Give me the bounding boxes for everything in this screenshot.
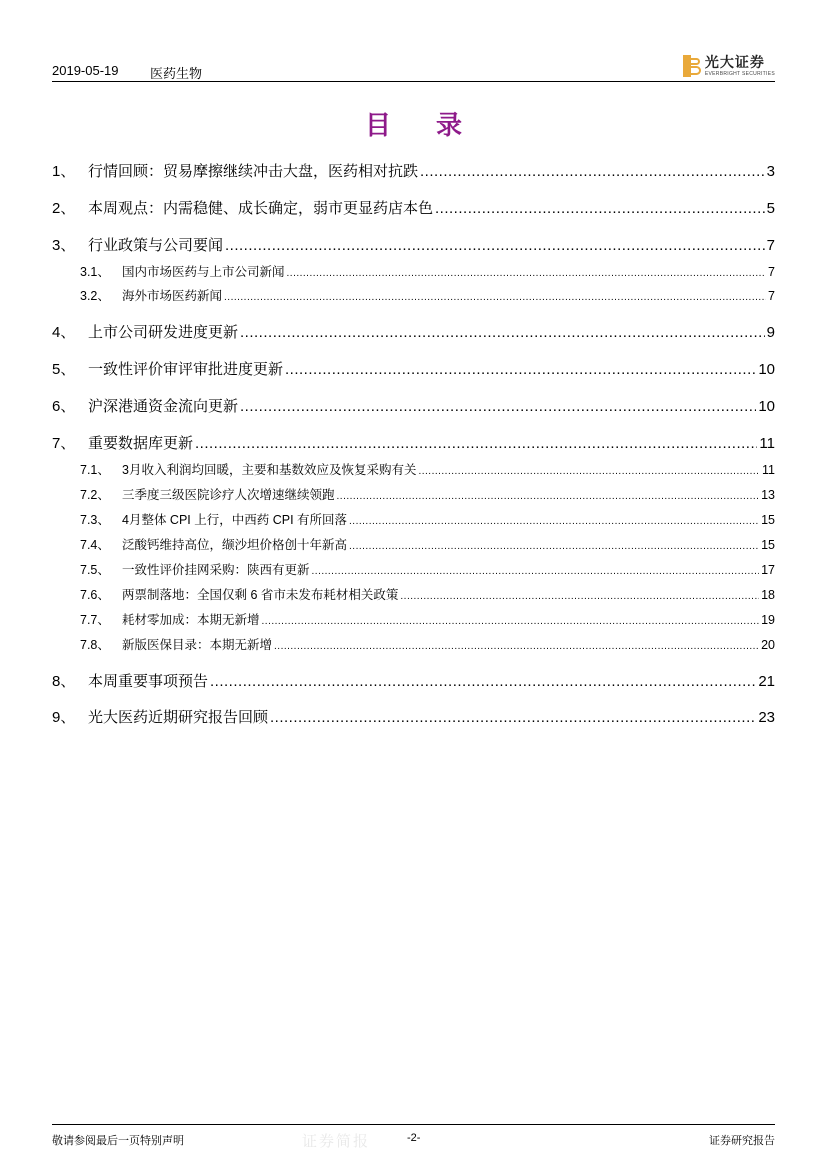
toc-entry[interactable]	[52, 670, 775, 691]
toc-leader-dots	[262, 613, 760, 627]
eb-logo-icon	[683, 55, 701, 77]
toc-entry-number: 7、	[52, 435, 76, 452]
toc-subentry[interactable]	[52, 510, 775, 528]
toc-leader-dots	[312, 563, 760, 577]
toc-entry[interactable]	[52, 197, 775, 218]
toc-entry-number: 3、	[52, 237, 76, 254]
toc-entry-title: 重要数据库更新	[88, 435, 194, 452]
toc-leader-dots	[400, 588, 759, 602]
logo-english-name: EVERBRIGHT SECURITIES	[704, 70, 775, 77]
toc-heading: 目 录	[364, 111, 481, 141]
toc-entry-page: 17	[761, 563, 775, 577]
toc-leader-dots	[270, 709, 756, 726]
report-sector: 医药生物	[150, 66, 203, 81]
toc-leader-dots	[285, 361, 756, 378]
toc-entry-page: 18	[761, 588, 775, 602]
toc-entry[interactable]	[52, 395, 775, 416]
logo-chinese-name: 光大证券	[704, 54, 765, 71]
toc-subentry[interactable]	[52, 485, 775, 503]
toc-entry-page: 13	[761, 488, 775, 502]
toc-leader-dots	[349, 513, 759, 527]
toc-entry-page: 23	[758, 709, 775, 726]
toc-entry-title: 4月整体 CPI 上行，中西药 CPI 有所回落	[122, 513, 348, 527]
toc-leader-dots	[418, 463, 760, 477]
report-date: 2019-05-19	[52, 63, 119, 78]
toc-leader-dots	[195, 435, 757, 452]
toc-entry-title: 本周重要事项预告	[88, 673, 209, 690]
toc-subentry[interactable]	[52, 585, 775, 603]
toc-entry-page: 9	[766, 324, 775, 341]
toc-entry-page: 10	[758, 361, 775, 378]
toc-subentry[interactable]	[52, 560, 775, 578]
toc-entry-number: 5、	[52, 361, 76, 378]
toc-entry-number: 3.1、	[80, 265, 110, 279]
toc-entry-title: 国内市场医药与上市公司新闻	[122, 265, 285, 279]
watermark: 证券简报	[302, 1133, 371, 1150]
toc-entry[interactable]	[52, 160, 775, 181]
toc-leader-dots	[240, 398, 756, 415]
toc-entry[interactable]	[52, 706, 775, 727]
toc-entry-number: 6、	[52, 398, 76, 415]
toc-subentry[interactable]	[52, 460, 775, 478]
toc-entry-number: 7.1、	[80, 463, 110, 477]
toc-entry-number: 4、	[52, 324, 76, 341]
disclaimer-note: 敬请参阅最后一页特别声明	[52, 1135, 184, 1147]
toc-entry-page: 11	[762, 463, 775, 477]
toc-entry-number: 7.4、	[80, 538, 110, 552]
toc-subentry[interactable]	[52, 535, 775, 553]
toc-leader-dots	[435, 200, 765, 217]
toc-entry-title: 3月收入利润均回暖，主要和基数效应及恢复采购有关	[122, 463, 417, 477]
toc-entry[interactable]	[52, 432, 775, 453]
toc-entry-title: 一致性评价挂网采购：陕西有更新	[122, 563, 310, 577]
toc-subentry[interactable]	[52, 635, 775, 653]
toc-entry-number: 9、	[52, 709, 76, 726]
toc-entry-title: 两票制落地：全国仅剩 6 省市未发布耗材相关政策	[122, 588, 399, 602]
toc-entry-title: 行情回顾：贸易摩擦继续冲击大盘，医药相对抗跌	[88, 163, 419, 180]
toc-subentry[interactable]	[52, 262, 775, 280]
toc-leader-dots	[420, 163, 765, 180]
toc-entry-title: 光大医药近期研究报告回顾	[88, 709, 269, 726]
toc-leader-dots	[337, 488, 760, 502]
toc-entry-number: 7.6、	[80, 588, 110, 602]
toc-entry-page: 20	[761, 638, 775, 652]
toc-entry-page: 11	[759, 435, 775, 452]
toc-entry-page: 15	[761, 538, 775, 552]
toc-entry-number: 2、	[52, 200, 76, 217]
toc-entry-number: 8、	[52, 673, 76, 690]
toc-leader-dots	[274, 638, 759, 652]
toc-entry-number: 7.7、	[80, 613, 110, 627]
toc-entry-title: 沪深港通资金流向更新	[88, 398, 239, 415]
toc-entry-page: 3	[766, 163, 775, 180]
toc-entry-page: 15	[761, 513, 775, 527]
toc-entry-page: 5	[766, 200, 775, 217]
toc-entry-number: 7.3、	[80, 513, 110, 527]
toc-entry-title: 一致性评价审评审批进度更新	[88, 361, 284, 378]
toc-entry-number: 7.5、	[80, 563, 110, 577]
toc-entry-page: 19	[761, 613, 775, 627]
toc-leader-dots	[224, 289, 766, 303]
toc-entry-page: 7	[766, 237, 775, 254]
everbright-logo	[683, 52, 775, 80]
toc-entry-number: 1、	[52, 163, 76, 180]
toc-entry-page: 7	[768, 265, 775, 279]
toc-entry-number: 7.2、	[80, 488, 110, 502]
toc-leader-dots	[210, 673, 756, 690]
toc-entry-page: 10	[758, 398, 775, 415]
toc-entry-title: 三季度三级医院诊疗人次增速继续领跑	[122, 488, 335, 502]
toc-entry-title: 耗材零加成：本期无新增	[122, 613, 260, 627]
toc-entry-title: 海外市场医药新闻	[122, 289, 223, 303]
page-header	[52, 52, 775, 82]
toc-entry[interactable]	[52, 234, 775, 255]
toc-entry-title: 泛酸钙维持高位，缬沙坦价格创十年新高	[122, 538, 348, 552]
toc-entry-title: 上市公司研发进度更新	[88, 324, 239, 341]
toc-entry-title: 本周观点：内需稳健、成长确定，弱市更显药店本色	[88, 200, 434, 217]
report-type: 证券研究报告	[709, 1135, 775, 1147]
page-number: -2-	[407, 1132, 421, 1144]
toc-entry-page: 21	[758, 673, 775, 690]
toc-entry-number: 3.2、	[80, 289, 110, 303]
footer-divider	[52, 1124, 775, 1125]
toc-entry-number: 7.8、	[80, 638, 110, 652]
toc-subentry[interactable]	[52, 286, 775, 304]
toc-subentry[interactable]	[52, 610, 775, 628]
toc-leader-dots	[287, 265, 767, 279]
header-divider	[52, 81, 775, 82]
toc-leader-dots	[240, 324, 765, 341]
toc-entry-page: 7	[768, 289, 775, 303]
toc-leader-dots	[225, 237, 765, 254]
toc-entry[interactable]	[52, 358, 775, 379]
toc-leader-dots	[349, 538, 759, 552]
toc-entry-title: 新版医保目录：本期无新增	[122, 638, 273, 652]
toc-entry[interactable]	[52, 321, 775, 342]
toc-entry-title: 行业政策与公司要闻	[88, 237, 224, 254]
